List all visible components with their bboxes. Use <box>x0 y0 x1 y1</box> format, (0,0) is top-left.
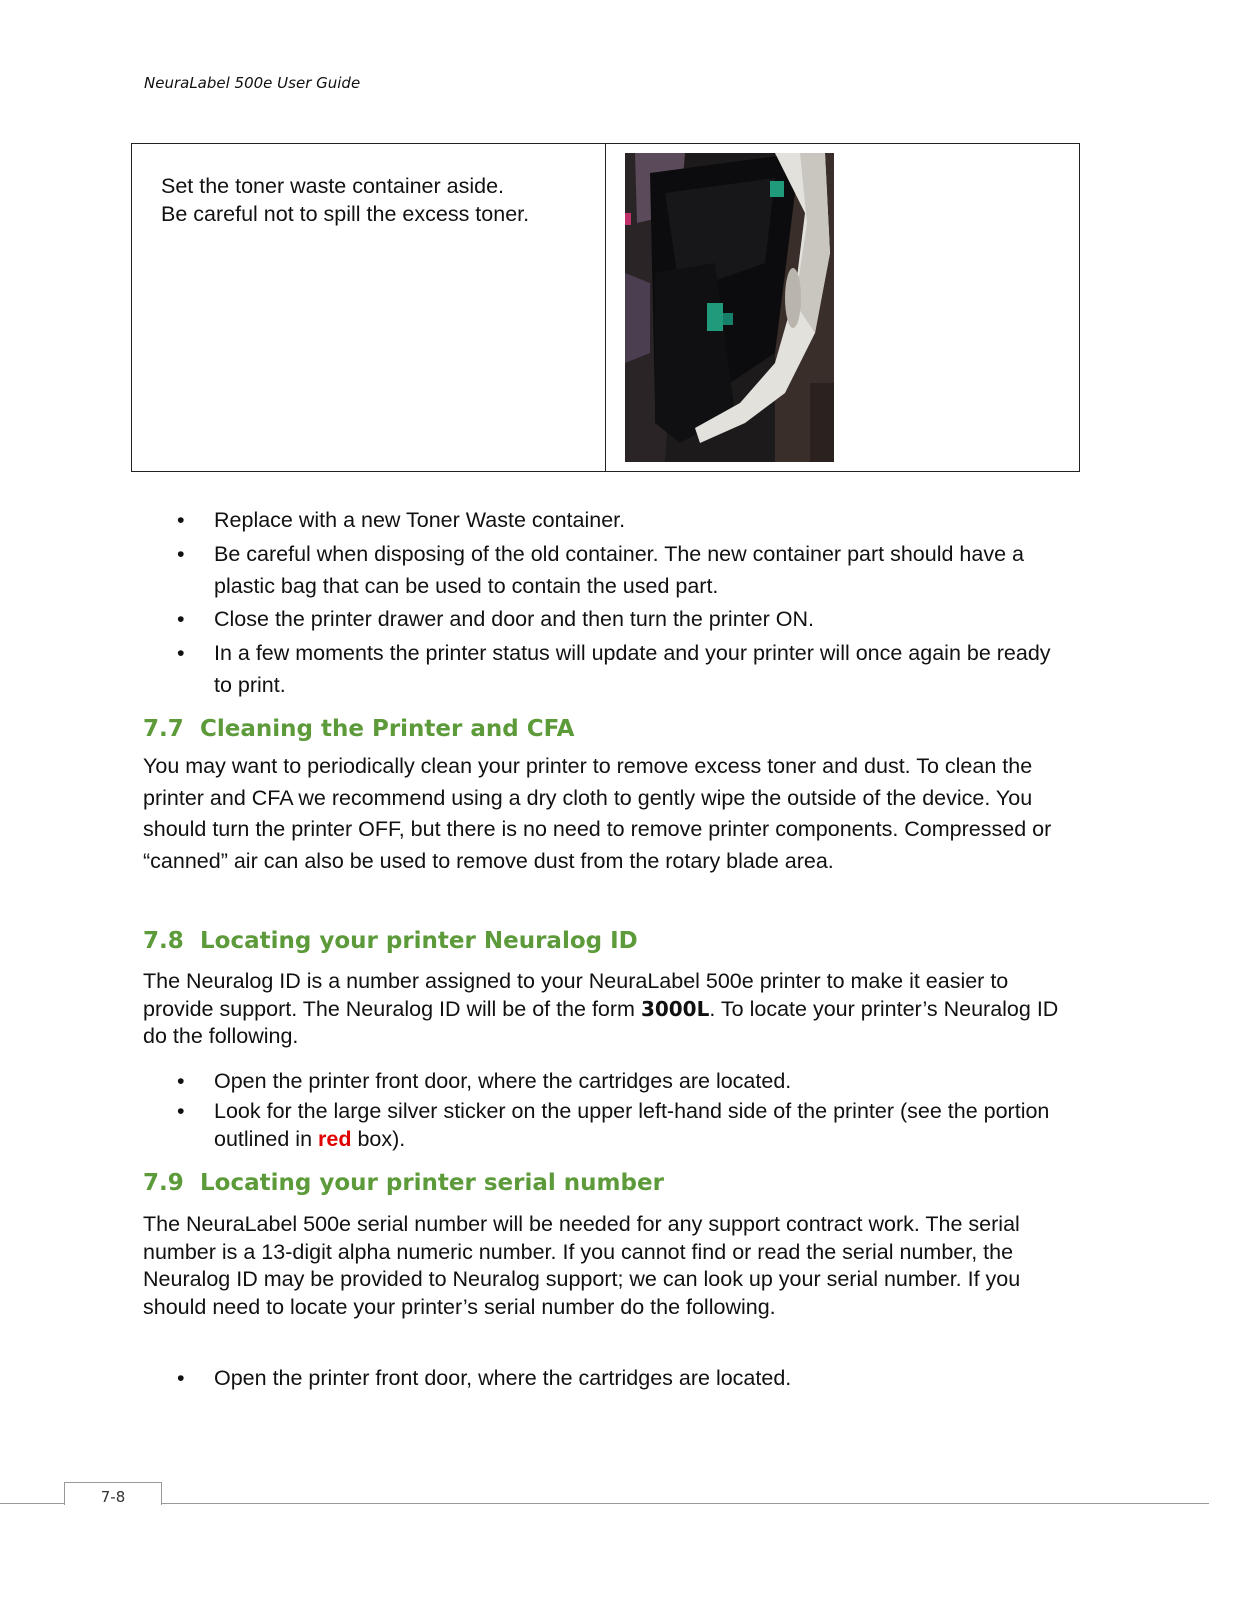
list-item <box>177 1097 1057 1153</box>
body-text: The Neuralog ID is a number assigned to your NeuraLabel 500e printer to make it easier to provide support. The Neuralog ID will be of the form <box>143 969 1009 1021</box>
section-7-8-body <box>143 968 1078 1051</box>
section-number: 7.9 <box>143 1170 184 1196</box>
instruction-table <box>131 143 1080 472</box>
section-title: Cleaning the Printer and CFA <box>200 716 575 742</box>
instruction-line-1: Set the toner waste container aside. <box>161 174 505 198</box>
section-number: 7.8 <box>143 928 184 954</box>
section-heading-7-9 <box>143 1170 664 1196</box>
red-highlight: red <box>318 1127 352 1151</box>
list-item: • Open the printer front door, where the cartridges are located. <box>177 1067 1057 1095</box>
instruction-line-2: Be careful not to spill the excess toner. <box>161 202 530 226</box>
running-header: NeuraLabel 500e User Guide <box>144 74 361 92</box>
instruction-image-cell <box>606 144 1079 471</box>
list-item-text: box). <box>351 1127 406 1151</box>
section-title: Locating your printer Neuralog ID <box>200 928 638 954</box>
list-item: • Open the printer front door, where the cartridges are located. <box>177 1364 1057 1392</box>
list-item: • Replace with a new Toner Waste container. <box>177 504 1057 536</box>
instruction-text-cell <box>132 144 606 471</box>
body-text: . To locate your printer’s Neuralog ID do the following. <box>143 996 1059 1048</box>
section-heading-7-7 <box>143 716 574 742</box>
section-number: 7.7 <box>143 716 184 742</box>
replace-steps-list <box>177 504 1057 702</box>
section-7-9-body: The NeuraLabel 500e serial number will be needed for any support contract work. The serial number is a 13-digit alpha numeric number. If you cannot find or read the serial number, the Neuralog ID may be provided to Neuralog support; we can look up your serial number. If you should need to locate your printer’s serial number do the following. <box>143 1212 1021 1319</box>
section-title: Locating your printer serial number <box>200 1170 664 1196</box>
list-item: • Be careful when disposing of the old container. The new container part should have a plastic bag that can be used to contain the used part. <box>177 538 1057 602</box>
footer-rule <box>0 1503 1209 1504</box>
serial-number-steps-list <box>177 1364 1057 1392</box>
neuralog-id-format: 3000L <box>640 996 710 1021</box>
list-item: • In a few moments the printer status will update and your printer will once again be ready to print. <box>177 637 1057 701</box>
section-heading-7-8 <box>143 928 638 954</box>
list-item: • Close the printer drawer and door and then turn the printer ON. <box>177 603 1057 635</box>
printer-drawer-photo <box>625 153 834 462</box>
section-7-7-body: You may want to periodically clean your printer to remove excess toner and dust. To clean the printer and CFA we recommend using a dry cloth to gently wipe the outside of the device. You should turn the printer OFF, but there is no need to remove printer components. Compressed or “canned” air can also be used to remove dust from the rotary blade area. <box>143 754 1052 873</box>
page-number: 7-8 <box>64 1482 162 1505</box>
list-item-text: Look for the large silver sticker on the upper left-hand side of the printer (see the portion outlined in <box>214 1099 1050 1151</box>
neuralog-id-steps-list <box>177 1067 1057 1155</box>
